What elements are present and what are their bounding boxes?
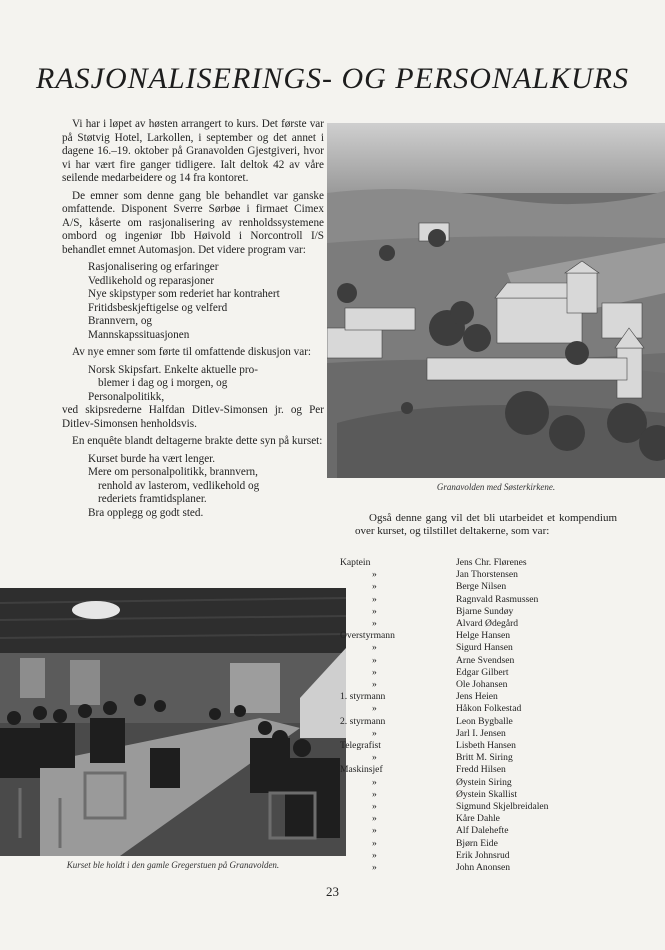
participant-row	[340, 813, 600, 825]
participant-name: Fredd Hilsen	[456, 764, 506, 776]
participant-rank: »	[372, 752, 377, 764]
participant-rank: 1. styrmann	[340, 691, 386, 703]
new-topic-line: Personalpolitikk,	[88, 390, 165, 403]
participant-row	[340, 862, 600, 874]
meeting-photo-caption: Kurset ble holdt i den gamle Gregerstuen på Granavolden.	[66, 860, 280, 870]
participant-row	[340, 752, 600, 764]
participant-name: Sigmund Skjelbreidalen	[456, 801, 549, 813]
participant-rank: »	[372, 788, 377, 800]
participant-rank: »	[372, 679, 377, 691]
participant-row	[340, 655, 600, 667]
participant-name: Leon Bygballe	[456, 715, 513, 727]
participant-name: Alvard Ødegård	[456, 618, 519, 630]
program-item: Fritidsbeskjeftigelse og velferd	[88, 301, 228, 314]
participant-name: Jens Heien	[456, 691, 498, 703]
participant-name: Jarl I. Jensen	[456, 727, 506, 739]
participant-name: Øystein Skallist	[456, 788, 518, 800]
survey-line: Kurset burde ha vært lenger.	[88, 452, 216, 465]
participant-name: John Anonsen	[456, 862, 511, 874]
participant-rank: »	[372, 593, 377, 605]
participant-name: Bjarne Sundøy	[456, 605, 514, 617]
participant-row	[340, 679, 600, 691]
left-column	[62, 118, 324, 524]
participant-name: Helge Hansen	[456, 630, 511, 642]
participant-row	[340, 850, 600, 862]
participant-name: Erik Johnsrud	[456, 849, 510, 861]
participant-row	[340, 606, 600, 618]
participant-row	[340, 569, 600, 581]
participant-row	[340, 838, 600, 850]
meeting-photo	[0, 588, 346, 856]
participant-row	[340, 642, 600, 654]
right-intro	[355, 512, 617, 538]
participant-name: Alf Dalehefte	[456, 825, 509, 837]
participant-name: Britt M. Siring	[456, 752, 513, 764]
participant-rank: Kaptein	[340, 557, 371, 568]
program-item: Vedlikehold og reparasjoner	[88, 274, 215, 287]
participant-rank: »	[372, 801, 377, 813]
participant-row	[340, 691, 600, 703]
aerial-photo-caption: Granavolden med Søsterkirkene.	[436, 482, 556, 492]
new-topics-paragraph: Av nye emner som førte til omfattende diskusjon var:	[72, 346, 312, 358]
participant-rank: Overstyrmann	[340, 630, 395, 642]
page-number: 23	[326, 884, 339, 899]
new-topic-line: blemer i dag og i morgen, og	[98, 377, 228, 389]
participant-row	[340, 740, 600, 752]
participant-rank: »	[372, 666, 377, 678]
page-title: RASJONALISERINGS- OG PERSONALKURS	[36, 62, 629, 95]
participant-row	[340, 764, 600, 776]
participant-name: Lisbeth Hansen	[456, 740, 516, 752]
topics-paragraph: De emner som denne gang ble behandlet var ganske omfattende. Disponent Sverre Sørbøe i firmaet Cimex A/S, kåserte om rasjonalisering av renholdssystemene ombord og ingeniør Ibb Høivold i Norcontroll I/S behandlet emnet Automasjon. Det videre program var:	[62, 189, 324, 256]
participant-rank: »	[372, 642, 377, 654]
participant-name: Jan Thorstensen	[456, 569, 518, 581]
participant-row	[340, 703, 600, 715]
participant-rank: »	[372, 654, 377, 666]
participant-row	[340, 557, 600, 569]
participant-name: Øystein Siring	[456, 776, 512, 788]
participant-rank: »	[372, 837, 377, 849]
participant-name: Arne Svendsen	[456, 654, 515, 666]
survey-line: Bra opplegg og godt sted.	[88, 506, 204, 519]
participant-row	[340, 618, 600, 630]
program-item: Nye skipstyper som rederiet har kontrahert	[88, 288, 280, 300]
program-list	[88, 261, 324, 342]
participant-row	[340, 667, 600, 679]
participant-rank: »	[372, 581, 377, 593]
participant-rank: »	[372, 727, 377, 739]
compendium-paragraph: Også denne gang vil det bli utarbeidet et kompendium over kurset, og tilstillet deltakerne, som var:	[355, 512, 617, 538]
participant-rank: Maskinsjef	[340, 764, 383, 776]
intro-paragraph: Vi har i løpet av høsten arrangert to kurs. Det første var på Støtvig Hotel, Larkollen, i september og det annet i dagene 16.–19. oktober på Granavolden Gjestgiveri, hvor vi har vært fire ganger tidligere. Ialt deltok 42 av våre seilende medarbeidere og 14 fra kontoret.	[62, 118, 324, 184]
survey-line: renhold av lasterom, vedlikehold og	[98, 479, 260, 492]
participant-rank: »	[372, 618, 377, 630]
participant-name: Ole Johansen	[456, 679, 508, 691]
participant-rank: »	[372, 813, 377, 825]
participant-row	[340, 789, 600, 801]
participant-row	[340, 825, 600, 837]
survey-list	[88, 453, 324, 521]
participant-row	[340, 630, 600, 642]
new-topic-line: Norsk Skipsfart. Enkelte aktuelle pro-	[88, 363, 258, 376]
participant-rank: »	[372, 849, 377, 861]
speakers-paragraph: ved skipsrederne Halfdan Ditlev-Simonsen jr. og Per Ditlev-Simonsen henholdsvis.	[62, 404, 324, 430]
aerial-photo	[327, 123, 665, 478]
participant-row	[340, 728, 600, 740]
program-item: Brannvern, og	[88, 315, 153, 327]
participant-row	[340, 777, 600, 789]
participant-row	[340, 801, 600, 813]
participant-name: Kåre Dahle	[456, 813, 500, 825]
participant-name: Berge Nilsen	[456, 581, 507, 593]
survey-line: Mere om personalpolitikk, brannvern,	[88, 466, 258, 478]
participant-rank: »	[372, 605, 377, 617]
participant-rank: 2. styrmann	[340, 715, 386, 727]
participant-rank: »	[372, 569, 377, 581]
participant-row	[340, 594, 600, 606]
survey-line: rederiets framtidsplaner.	[98, 493, 207, 505]
new-topics-list	[88, 364, 324, 405]
participant-row	[340, 581, 600, 593]
participant-name: Ragnvald Rasmussen	[456, 593, 539, 605]
program-item: Rasjonalisering og erfaringer	[88, 261, 219, 273]
participant-row	[340, 716, 600, 728]
participant-name: Jens Chr. Flørenes	[456, 557, 527, 568]
participant-name: Bjørn Eide	[456, 837, 498, 849]
participant-rank: »	[372, 776, 377, 788]
participant-rank: »	[372, 825, 377, 837]
participant-name: Edgar Gilbert	[456, 666, 509, 678]
participants-list	[340, 557, 600, 874]
participant-name: Håkon Folkestad	[456, 703, 522, 715]
survey-paragraph: En enquête blandt deltagerne brakte dette syn på kurset:	[72, 435, 323, 447]
participant-name: Sigurd Hansen	[456, 642, 513, 654]
participant-rank: »	[372, 703, 377, 715]
participant-rank: »	[372, 862, 377, 874]
participant-rank: Telegrafist	[340, 740, 381, 752]
program-item: Mannskapssituasjonen	[88, 328, 190, 341]
